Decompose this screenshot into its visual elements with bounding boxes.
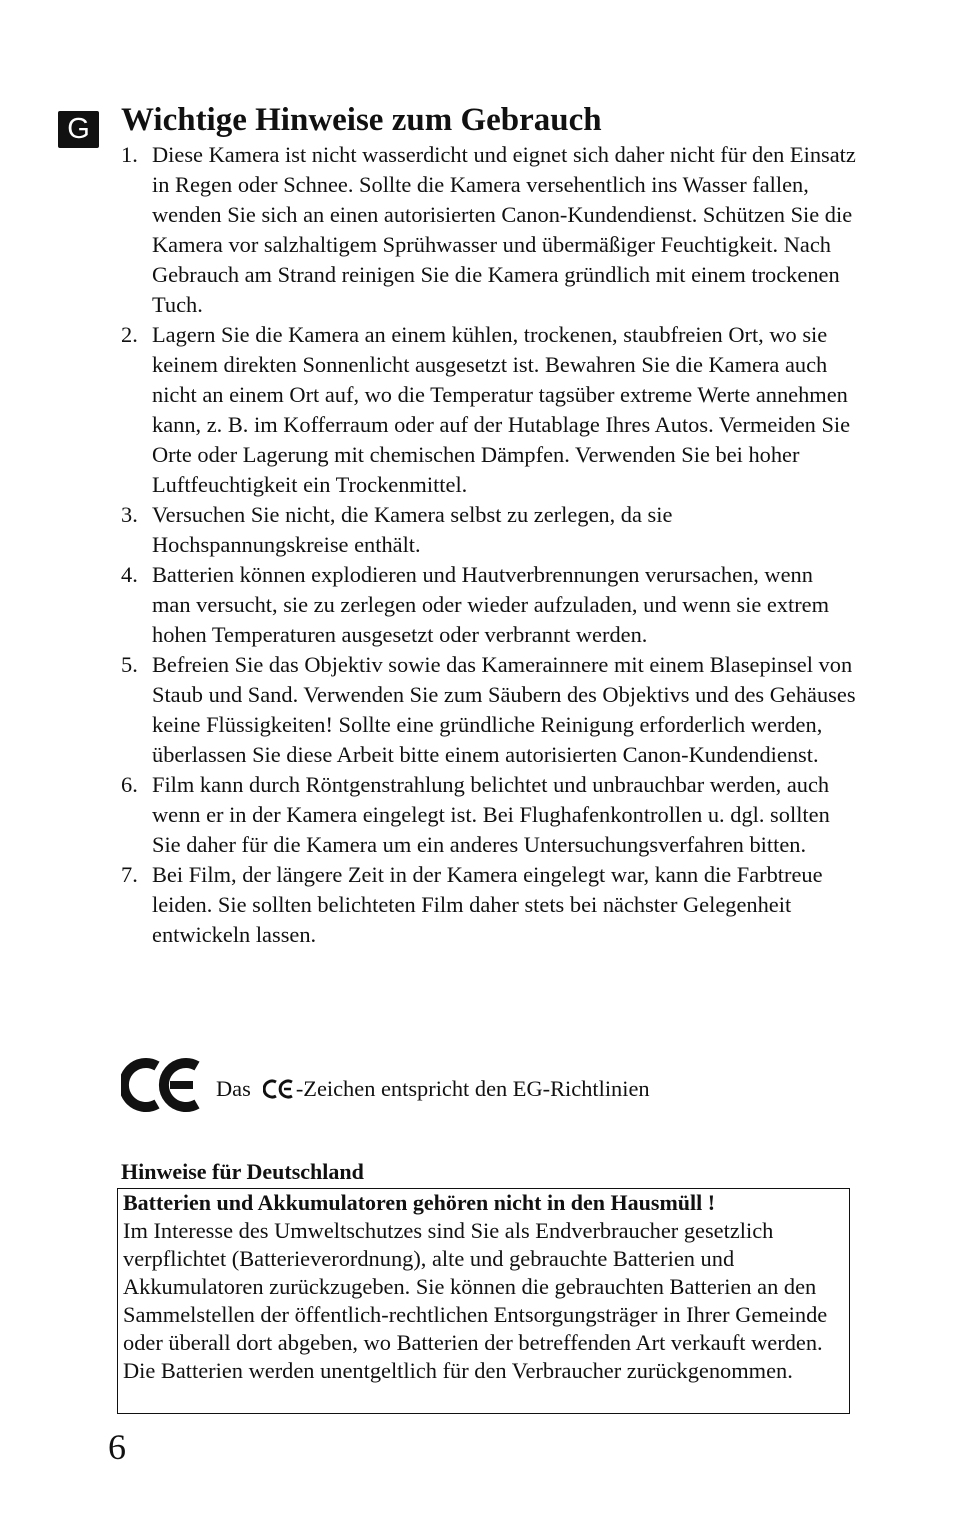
list-item — [121, 500, 856, 560]
item-text: Versuchen Sie nicht, die Kamera selbst zu zerlegen, da sie Hochspannungskreise enthält. — [152, 502, 673, 557]
list-item — [121, 860, 856, 950]
item-text: Diese Kamera ist nicht wasserdicht und eignet sich daher nicht für den Einsatz in Regen oder Schnee. Sollte die Kamera versehentlich ins Wasser fallen, wenden Sie sich an einen autorisierten Canon-Kundendienst. Schützen Sie die Kamera vor salzhaltigem Sprühwasser und übermäßiger Feuchtigkeit. Nach Gebrauch am Strand reinigen Sie die Kamera gründlich mit einem trockenen Tuch. — [152, 142, 856, 317]
item-number: 1. — [121, 142, 138, 167]
list-item — [121, 320, 856, 500]
list-item — [121, 140, 856, 320]
ce-mark-icon — [121, 1056, 205, 1114]
item-number: 2. — [121, 322, 138, 347]
item-number: 7. — [121, 862, 138, 887]
battery-notice-box — [117, 1188, 850, 1414]
item-text: Bei Film, der längere Zeit in der Kamera eingelegt war, kann die Farbtreue leiden. Sie sollten belichteten Film daher stets bei nächster Gelegenheit entwickeln lassen. — [152, 862, 823, 947]
usage-notes-list — [121, 140, 856, 950]
list-item — [121, 650, 856, 770]
list-item — [121, 770, 856, 860]
germany-heading: Hinweise für Deutschland — [121, 1159, 364, 1184]
item-number: 6. — [121, 772, 138, 797]
item-number: 5. — [121, 652, 138, 677]
item-number: 4. — [121, 562, 138, 587]
battery-notice-title: Batterien und Akkumulatoren gehören nicht in den Hausmüll ! — [123, 1190, 716, 1215]
ce-text — [216, 1074, 650, 1104]
item-text: Film kann durch Röntgenstrahlung belichtet und unbrauchbar werden, auch wenn er in der Kamera eingelegt ist. Bei Flughafenkontrollen u. dgl. sollten Sie daher für die Kamera um ein anderes Untersuchungsverfahren bitten. — [152, 772, 830, 857]
list-item — [121, 560, 856, 650]
ce-mark-small-icon — [263, 1078, 296, 1100]
item-text: Befreien Sie das Objektiv sowie das Kamerainnere mit einem Blasepinsel von Staub und Sand. Verwenden Sie zum Säubern des Objektivs und des Gehäuses keine Flüssigkeiten! Sollte eine gründliche Reinigung erforderlich werden, überlassen Sie diese Arbeit bitte einem autorisierten Canon-Kundendienst. — [152, 652, 856, 767]
page-number: 6 — [108, 1427, 126, 1467]
ce-suffix: -Zeichen entspricht den EG-Richtlinien — [295, 1076, 650, 1101]
battery-notice-text: Im Interesse des Umweltschutzes sind Sie als Endverbraucher gesetzlich verpflichtet (Batterieverordnung), alte und gebrauchte Batterien und Akkumulatoren zurückzugeben. Sie können die gebrauchten Batterien an den Sammelstellen der öffentlich-rechtlichen Entsorgungsträger in Ihrer Gemeinde oder überall dort abgeben, wo Batterien der betreffenden Art verkauft werden. Die Batterien werden unentgeltlich für den Verbraucher zurückgenommen. — [123, 1218, 828, 1383]
ce-prefix: Das — [216, 1076, 251, 1101]
page-title: Wichtige Hinweise zum Gebrauch — [121, 102, 602, 138]
language-tab: G — [58, 111, 99, 148]
item-number: 3. — [121, 502, 138, 527]
item-text: Lagern Sie die Kamera an einem kühlen, trockenen, staubfreien Ort, wo sie keinem direkten Sonnenlicht ausgesetzt ist. Bewahren Sie die Kamera auch nicht an einem Ort auf, wo die Temperatur tagsüber extreme Werte annehmen kann, z. B. im Kofferraum oder auf der Hutablage Ihres Autos. Vermeiden Sie Orte oder Lagerung mit chemischen Dämpfen. Verwenden Sie bei hoher Luftfeuchtigkeit ein Trockenmittel. — [152, 322, 851, 497]
item-text: Batterien können explodieren und Hautverbrennungen verursachen, wenn man versucht, sie zu zerlegen oder wieder aufzuladen, und wenn sie extrem hohen Temperaturen ausgesetzt oder verbrannt werden. — [152, 562, 830, 647]
